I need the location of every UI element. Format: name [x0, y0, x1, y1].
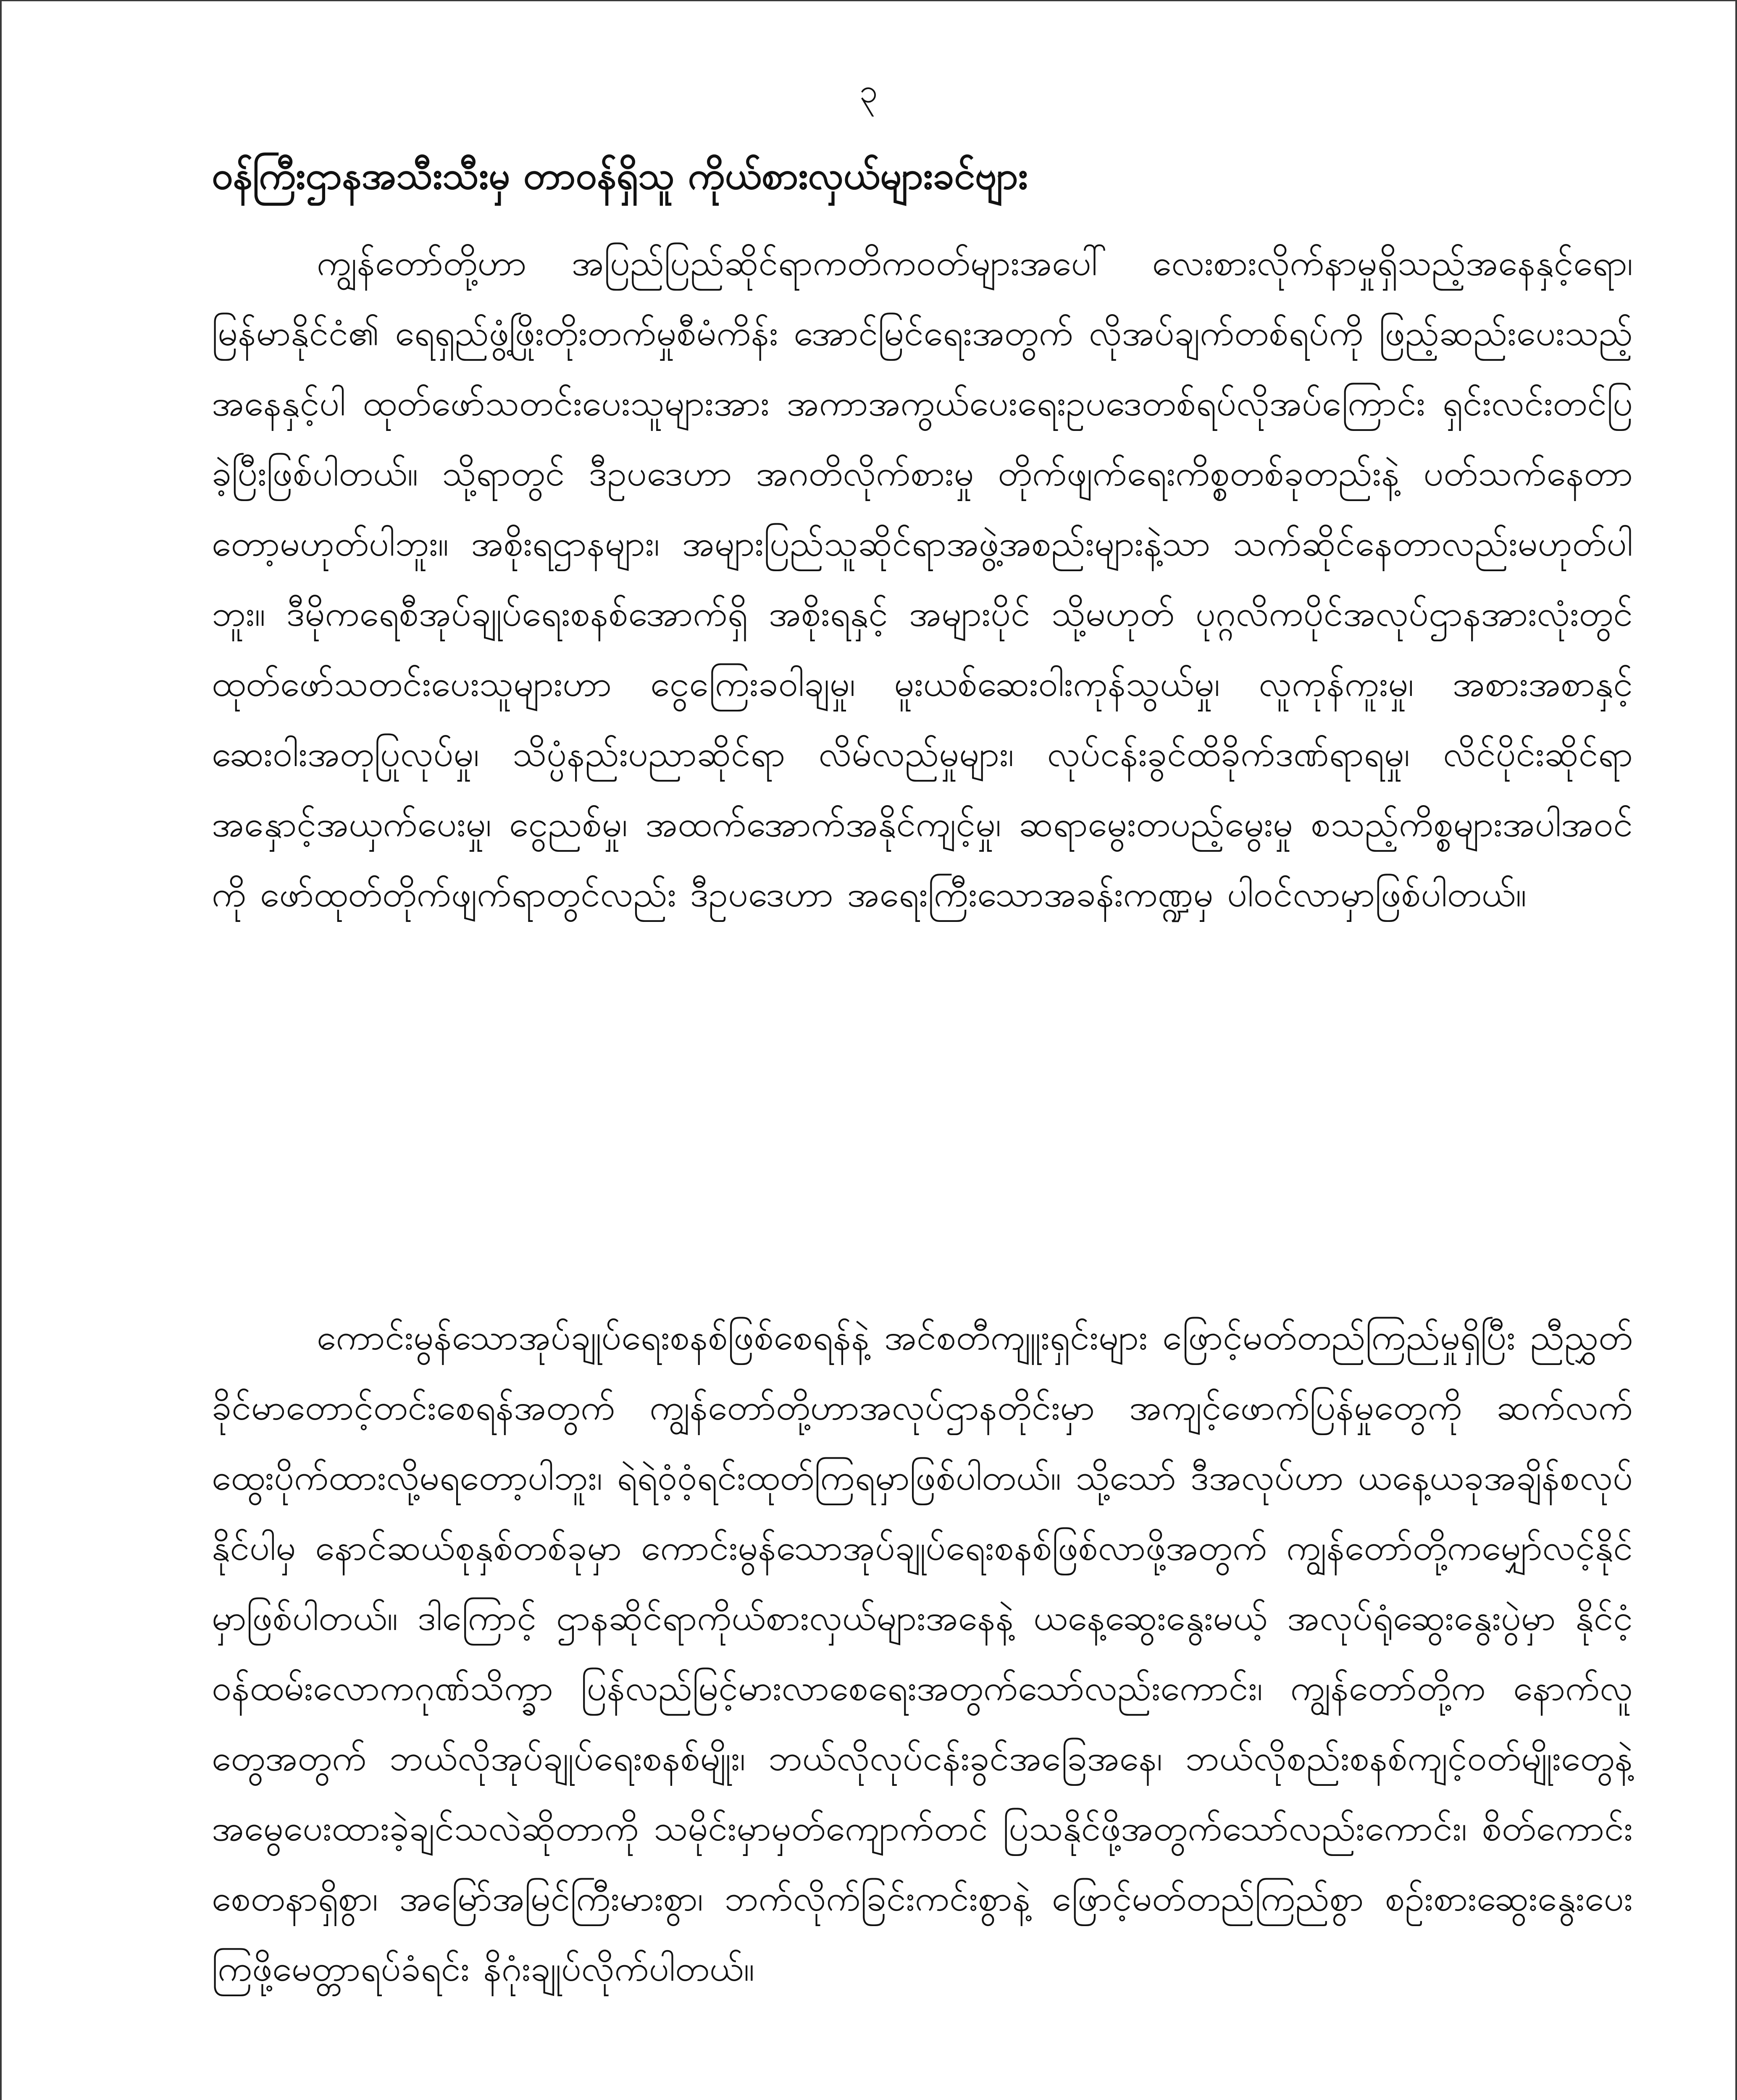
- body-paragraph: ကျွန်တော်တို့ဟာ အပြည်ပြည်ဆိုင်ရာကတိကဝတ်များအပေါ် လေးစားလိုက်နာမှုရှိသည့်အနေနှင့်ရော၊ မြန်မာနိုင်ငံ၏ ရေရှည်ဖွံ့ဖြိုးတိုးတက်မှုစီမံကိန်း အောင်မြင်ရေးအတွက် လိုအပ်ချက်တစ်ရပ်ကို ဖြည့်ဆည်းပေးသည့်အနေနှင့်ပါ ထုတ်ဖော်သတင်းပေးသူများအား အကာအကွယ်ပေးရေးဥပဒေတစ်ရပ်လိုအပ်ကြောင်း ရှင်းလင်းတင်ပြခဲ့ပြီးဖြစ်ပါတယ်။ သို့ရာတွင် ဒီဥပဒေဟာ အဂတိလိုက်စားမှု တိုက်ဖျက်ရေးကိစ္စတစ်ခုတည်းနဲ့ ပတ်သက်နေတာတော့မဟုတ်ပါဘူး။ အစိုးရဌာနများ၊ အများပြည်သူဆိုင်ရာအဖွဲ့အစည်းများနဲ့သာ သက်ဆိုင်နေတာလည်းမဟုတ်ပါဘူး။ ဒီမိုကရေစီအုပ်ချုပ်ရေးစနစ်အောက်ရှိ အစိုးရနှင့် အများပိုင် သို့မဟုတ် ပုဂ္ဂလိကပိုင်အလုပ်ဌာနအားလုံးတွင် ထုတ်ဖော်သတင်းပေးသူများဟာ ငွေကြေးခဝါချမှု၊ မူးယစ်ဆေးဝါးကုန်သွယ်မှု၊ လူကုန်ကူးမှု၊ အစားအစာနှင့် ဆေးဝါးအတုပြုလုပ်မှု၊ သိပ္ပံနည်းပညာဆိုင်ရာ လိမ်လည်မှုများ၊ လုပ်ငန်းခွင်ထိခိုက်ဒဏ်ရာရမှု၊ လိင်ပိုင်းဆိုင်ရာအနှောင့်အယှက်ပေးမှု၊ ငွေညစ်မှု၊ အထက်အောက်အနိုင်ကျင့်မှု၊ ဆရာမွေးတပည့်မွေးမှု စသည့်ကိစ္စများအပါအဝင်ကို ဖော်ထုတ်တိုက်ဖျက်ရာတွင်လည်း ဒီဥပဒေဟာ အရေးကြီးသောအခန်းကဏ္ဍမှ ပါဝင်လာမှာဖြစ်ပါတယ်။: [212, 242, 1633, 915]
- body-paragraph: ကောင်းမွန်သောအုပ်ချုပ်ရေးစနစ်ဖြစ်စေရန်နဲ့ အင်စတီကျူးရှင်းများ ဖြောင့်မတ်တည်ကြည်မှုရှိပြီး ညီညွှတ်ခိုင်မာတောင့်တင်းစေရန်အတွက် ကျွန်တော်တို့ဟာအလုပ်ဌာနတိုင်းမှာ အကျင့်ဖောက်ပြန်မှုတွေကို ဆက်လက်ထွေးပိုက်ထားလို့မရတော့ပါဘူး၊ ရဲရဲဝံ့ဝံ့ရင်းထုတ်ကြရမှာဖြစ်ပါတယ်။ သို့သော် ဒီအလုပ်ဟာ ယနေ့ယခုအချိန်စလုပ်နိုင်ပါမှ နောင်ဆယ်စုနှစ်တစ်ခုမှာ ကောင်းမွန်သောအုပ်ချုပ်ရေးစနစ်ဖြစ်လာဖို့အတွက် ကျွန်တော်တို့ကမျှော်လင့်နိုင်မှာဖြစ်ပါတယ်။ ဒါကြောင့် ဌာနဆိုင်ရာကိုယ်စားလှယ်များအနေနဲ့ ယနေ့ဆွေးနွေးမယ့် အလုပ်ရုံဆွေးနွေးပွဲမှာ နိုင်ငံ့ဝန်ထမ်းလောကဂုဏ်သိက္ခာ ပြန်လည်မြင့်မားလာစေရေးအတွက်သော်လည်းကောင်း၊ ကျွန်တော်တို့က နောက်လူတွေအတွက် ဘယ်လိုအုပ်ချုပ်ရေးစနစ်မျိုး၊ ဘယ်လိုလုပ်ငန်းခွင်အခြေအနေ၊ ဘယ်လိုစည်းစနစ်ကျင့်ဝတ်မျိုးတွေနဲ့ အမွေပေးထားခဲ့ချင်သလဲဆိုတာကို သမိုင်းမှာမှတ်ကျောက်တင် ပြသနိုင်ဖို့အတွက်သော်လည်းကောင်း၊ စိတ်ကောင်းစေတနာရှိစွာ၊ အမြော်အမြင်ကြီးမားစွာ၊ ဘက်လိုက်ခြင်းကင်းစွာနဲ့ ဖြောင့်မတ်တည်ကြည်စွာ စဉ်းစားဆွေးနွေးပေးကြဖို့မေတ္တာရပ်ခံရင်း နိဂုံးချုပ်လိုက်ပါတယ်။: [212, 1317, 1633, 1989]
- page-title: ဝန်ကြီးဌာနအသီးသီးမှ တာဝန်ရှိသူ ကိုယ်စားလှယ်များခင်ဗျား: [212, 154, 1028, 198]
- page-number: ၃: [859, 72, 878, 110]
